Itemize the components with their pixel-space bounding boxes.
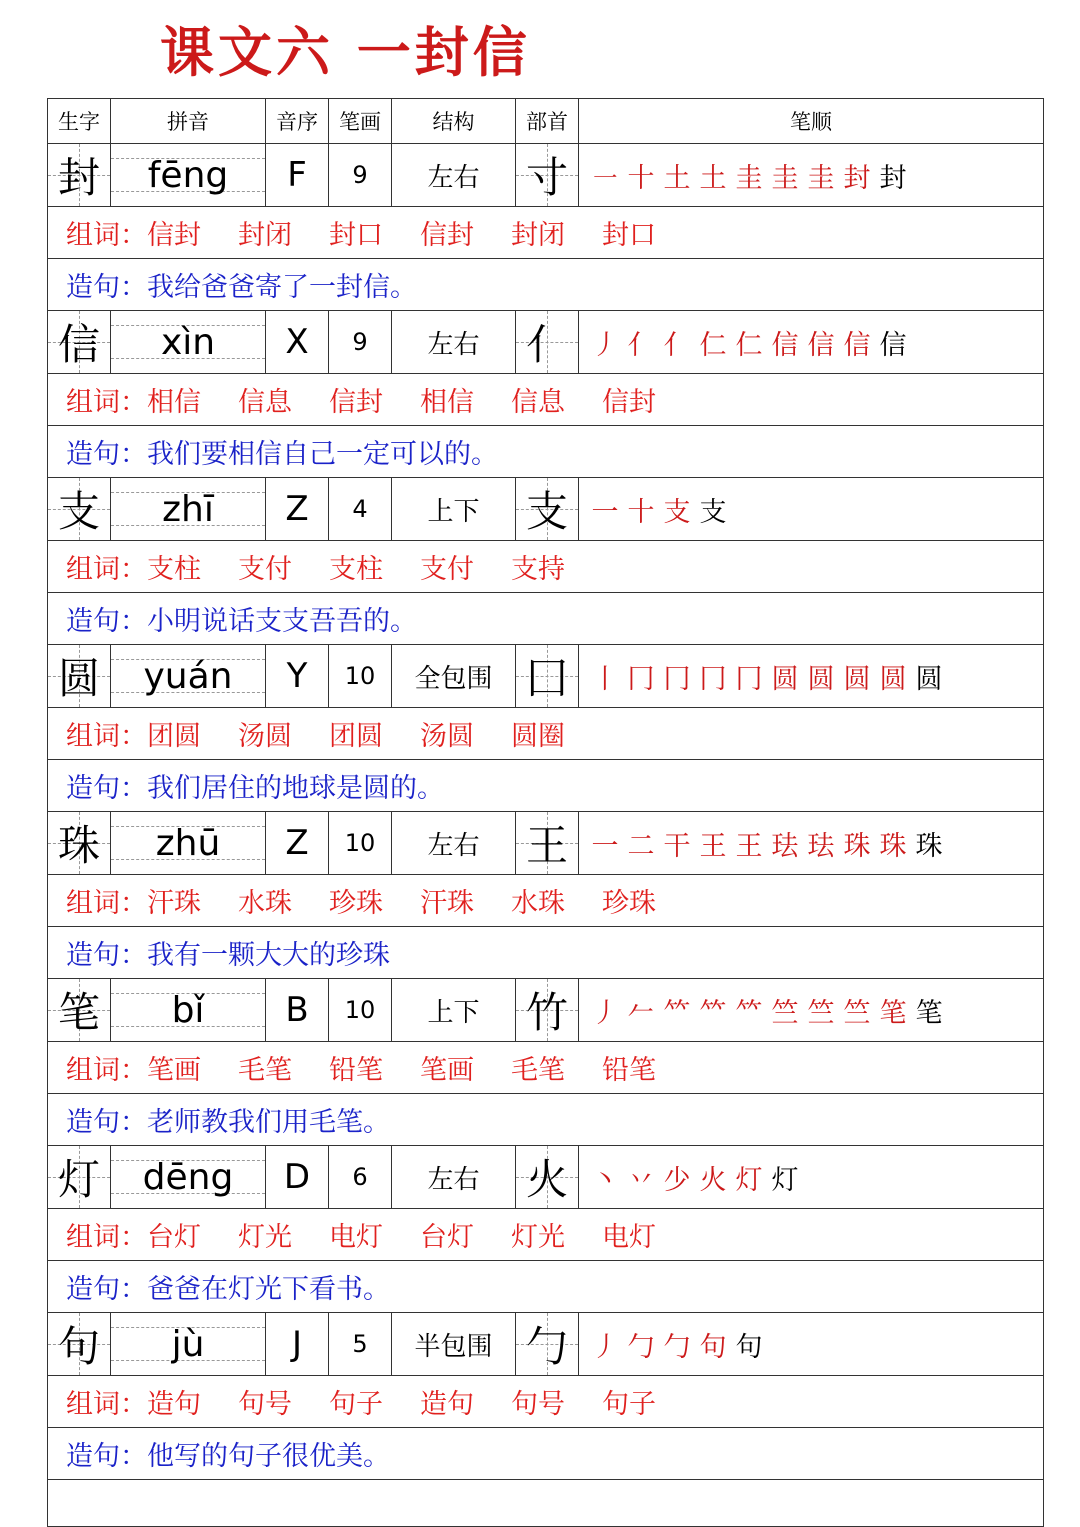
stroke-step: 笔 — [915, 997, 943, 1029]
sentence-row — [48, 593, 1043, 645]
sentence-prefix: 造句： — [66, 773, 147, 804]
word-item: 句号 — [238, 1389, 292, 1420]
stroke-step: 竺 — [843, 997, 871, 1029]
sentence-row — [48, 1428, 1043, 1480]
word-item: 相信 — [420, 387, 474, 418]
stroke-step: 冂 — [663, 663, 691, 695]
radical-cell — [516, 144, 579, 206]
word-item: 珍珠 — [602, 888, 656, 919]
char-text: 笔 — [57, 988, 100, 1037]
sentence-text: 小明说话支支吾吾的。 — [147, 606, 417, 637]
word-item: 句子 — [329, 1389, 383, 1420]
sentence-prefix: 造句： — [66, 1107, 147, 1138]
stroke-step: 珠 — [879, 830, 907, 862]
word-item: 灯光 — [511, 1222, 565, 1253]
structure-cell — [392, 1313, 516, 1375]
radical-cell — [516, 1313, 579, 1375]
stroke-step: 圭 — [735, 162, 763, 194]
stroke-step: 信 — [807, 329, 835, 361]
stroke-step: 王 — [735, 830, 763, 862]
structure-text: 左右 — [427, 1164, 480, 1195]
char-row — [48, 144, 1043, 207]
word-prefix: 组词： — [66, 721, 147, 752]
header-structure: 结构 — [392, 99, 516, 143]
pinyin-cell — [111, 1313, 266, 1375]
stroke-step: 丶 — [591, 1164, 619, 1196]
page-title: 课文六 一封信 — [160, 20, 531, 84]
initial-cell — [266, 979, 329, 1041]
stroke-order — [579, 812, 947, 874]
stroke-step: 十 — [627, 496, 655, 528]
stroke-step: 亻 — [627, 329, 655, 361]
stroke-step: 信 — [843, 329, 871, 361]
char-cell — [48, 478, 111, 540]
stroke-order-cell — [579, 1313, 1043, 1375]
stroke-step: 圆 — [807, 663, 835, 695]
word-prefix: 组词： — [66, 1389, 147, 1420]
sentence-text: 我们要相信自己一定可以的。 — [147, 439, 498, 470]
initial-cell — [266, 311, 329, 373]
stroke-step: 圭 — [807, 162, 835, 194]
structure-cell — [392, 1146, 516, 1208]
word-item: 水珠 — [511, 888, 565, 919]
char-row — [48, 1313, 1043, 1376]
word-item: 笔画 — [420, 1055, 474, 1086]
sentence-prefix: 造句： — [66, 1441, 147, 1472]
radical-text: 寸 — [525, 153, 568, 202]
header-strokes: 笔画 — [329, 99, 392, 143]
word-item: 信封 — [329, 387, 383, 418]
stroke-step: 冂 — [735, 663, 763, 695]
pinyin-cell — [111, 311, 266, 373]
structure-cell — [392, 311, 516, 373]
pinyin-text: zhū — [155, 822, 221, 864]
sentence-row — [48, 426, 1043, 478]
sentence-row — [48, 927, 1043, 979]
char-row — [48, 1146, 1043, 1209]
stroke-step: 少 — [663, 1164, 691, 1196]
char-text: 句 — [57, 1322, 100, 1371]
word-item: 信封 — [147, 220, 201, 251]
sentence-row — [48, 760, 1043, 812]
word-item: 电灯 — [329, 1222, 383, 1253]
radical-cell — [516, 979, 579, 1041]
header-radical: 部首 — [516, 99, 579, 143]
stroke-step: 𥫗 — [735, 997, 763, 1029]
stroke-order-cell — [579, 645, 1043, 707]
stroke-step: 封 — [879, 162, 907, 194]
sentence-row — [48, 1094, 1043, 1146]
word-row — [48, 1376, 1043, 1428]
stroke-order-cell — [579, 478, 1043, 540]
pinyin-text: yuán — [143, 655, 233, 697]
initial-cell — [266, 144, 329, 206]
word-row — [48, 374, 1043, 426]
word-item: 汤圆 — [238, 721, 292, 752]
char-cell — [48, 311, 111, 373]
sentence-text: 我给爸爸寄了一封信。 — [147, 272, 417, 303]
stroke-count-cell — [329, 1313, 392, 1375]
char-text: 珠 — [57, 821, 100, 870]
stroke-count-cell — [329, 478, 392, 540]
stroke-count-text: 5 — [352, 1330, 368, 1358]
initial-cell — [266, 645, 329, 707]
stroke-step: 丿 — [591, 997, 619, 1029]
initial-text: F — [287, 155, 307, 195]
word-prefix: 组词： — [66, 1055, 147, 1086]
char-text: 圆 — [57, 654, 100, 703]
word-prefix: 组词： — [66, 1222, 147, 1253]
stroke-step: 干 — [663, 830, 691, 862]
stroke-order — [579, 1146, 803, 1208]
sentence-text: 我们居住的地球是圆的。 — [147, 773, 444, 804]
sentence-prefix: 造句： — [66, 439, 147, 470]
word-item: 台灯 — [420, 1222, 474, 1253]
radical-text: 王 — [525, 821, 568, 870]
stroke-order — [579, 645, 947, 707]
stroke-order-cell — [579, 979, 1043, 1041]
pinyin-text: dēng — [142, 1156, 234, 1198]
stroke-step: 王 — [699, 830, 727, 862]
pinyin-cell — [111, 812, 266, 874]
stroke-step: 仁 — [735, 329, 763, 361]
structure-text: 左右 — [427, 162, 480, 193]
stroke-count-cell — [329, 979, 392, 1041]
word-item: 句子 — [602, 1389, 656, 1420]
stroke-step: 二 — [627, 830, 655, 862]
char-cell — [48, 1146, 111, 1208]
pinyin-cell — [111, 144, 266, 206]
stroke-step: 丨 — [591, 663, 619, 695]
sentence-prefix: 造句： — [66, 940, 147, 971]
stroke-step: 竺 — [771, 997, 799, 1029]
structure-text: 上下 — [427, 496, 480, 527]
sentence-text: 老师教我们用毛笔。 — [147, 1107, 390, 1138]
initial-text: Z — [285, 823, 309, 863]
stroke-step: 冂 — [699, 663, 727, 695]
radical-cell — [516, 478, 579, 540]
stroke-order — [579, 979, 947, 1041]
radical-cell — [516, 311, 579, 373]
word-item: 信封 — [602, 387, 656, 418]
char-text: 封 — [57, 153, 100, 202]
word-item: 支付 — [420, 554, 474, 585]
header-pinyin: 拼音 — [111, 99, 266, 143]
stroke-step: 仁 — [699, 329, 727, 361]
word-item: 圆圈 — [511, 721, 565, 752]
stroke-count-cell — [329, 645, 392, 707]
radical-cell — [516, 1146, 579, 1208]
word-item: 相信 — [147, 387, 201, 418]
pinyin-text: zhī — [162, 488, 214, 530]
stroke-count-cell — [329, 311, 392, 373]
stroke-order-cell — [579, 812, 1043, 874]
header-stroke-order: 笔顺 — [790, 110, 832, 134]
entry-list — [48, 144, 1043, 1480]
stroke-step: 𥫗 — [699, 997, 727, 1029]
structure-cell — [392, 979, 516, 1041]
stroke-order — [579, 311, 911, 373]
word-item: 封闭 — [238, 220, 292, 251]
stroke-step: 丿 — [591, 1331, 619, 1363]
stroke-step: 一 — [591, 830, 619, 862]
word-prefix: 组词： — [66, 554, 147, 585]
word-item: 水珠 — [238, 888, 292, 919]
table-header — [48, 98, 1043, 144]
word-item: 封闭 — [511, 220, 565, 251]
char-text: 支 — [57, 487, 100, 536]
initial-cell — [266, 1313, 329, 1375]
word-prefix: 组词： — [66, 387, 147, 418]
initial-cell — [266, 478, 329, 540]
radical-text: 支 — [525, 487, 568, 536]
word-row — [48, 207, 1043, 259]
word-item: 造句 — [147, 1389, 201, 1420]
word-item: 笔画 — [147, 1055, 201, 1086]
word-item: 团圆 — [147, 721, 201, 752]
structure-text: 左右 — [427, 329, 480, 360]
sentence-prefix: 造句： — [66, 1274, 147, 1305]
word-item: 毛笔 — [511, 1055, 565, 1086]
word-item: 电灯 — [602, 1222, 656, 1253]
initial-text: Y — [286, 656, 308, 696]
radical-text: 火 — [525, 1155, 568, 1204]
stroke-step: 圆 — [843, 663, 871, 695]
header-initial: 音序 — [266, 99, 329, 143]
word-item: 支柱 — [329, 554, 383, 585]
word-item: 信封 — [420, 220, 474, 251]
stroke-step: 土 — [663, 162, 691, 194]
word-item: 支柱 — [147, 554, 201, 585]
stroke-step: 火 — [699, 1164, 727, 1196]
initial-text: B — [285, 990, 309, 1030]
radical-cell — [516, 812, 579, 874]
radical-text: 囗 — [525, 654, 568, 703]
word-item: 信息 — [511, 387, 565, 418]
char-cell — [48, 979, 111, 1041]
radical-text: 竹 — [525, 988, 568, 1037]
pinyin-cell — [111, 645, 266, 707]
radical-text: 勹 — [525, 1322, 568, 1371]
stroke-order-cell — [579, 1146, 1043, 1208]
sentence-row — [48, 1261, 1043, 1313]
word-item: 珍珠 — [329, 888, 383, 919]
char-row — [48, 812, 1043, 875]
char-row — [48, 478, 1043, 541]
word-row — [48, 1042, 1043, 1094]
word-prefix: 组词： — [66, 220, 147, 251]
stroke-step: 土 — [699, 162, 727, 194]
stroke-step: 圆 — [771, 663, 799, 695]
stroke-count-text: 4 — [352, 495, 368, 523]
stroke-step: 封 — [843, 162, 871, 194]
sentence-text: 我有一颗大大的珍珠 — [147, 940, 390, 971]
stroke-step: 支 — [699, 496, 727, 528]
stroke-step: ㇐ — [591, 162, 619, 194]
stroke-step: 勹 — [627, 1331, 655, 1363]
stroke-step: 亻 — [663, 329, 691, 361]
initial-text: J — [291, 1324, 303, 1364]
structure-cell — [392, 812, 516, 874]
stroke-step: 𠂉 — [627, 997, 655, 1029]
char-row — [48, 311, 1043, 374]
stroke-count-cell — [329, 144, 392, 206]
stroke-order-cell — [579, 144, 1043, 206]
stroke-step: 句 — [699, 1331, 727, 1363]
stroke-step: 圆 — [915, 663, 943, 695]
word-prefix: 组词： — [66, 888, 147, 919]
header-char: 生字 — [48, 99, 111, 143]
stroke-step: 𥫗 — [663, 997, 691, 1029]
word-item: 句号 — [511, 1389, 565, 1420]
char-cell — [48, 1313, 111, 1375]
sentence-prefix: 造句： — [66, 606, 147, 637]
word-item: 台灯 — [147, 1222, 201, 1253]
stroke-step: 丷 — [627, 1164, 655, 1196]
word-item: 支持 — [511, 554, 565, 585]
char-row — [48, 645, 1043, 708]
pinyin-cell — [111, 478, 266, 540]
stroke-step: 灯 — [735, 1164, 763, 1196]
stroke-step: 圭 — [771, 162, 799, 194]
word-item: 封口 — [329, 220, 383, 251]
stroke-step: 珠 — [915, 830, 943, 862]
word-item: 信息 — [238, 387, 292, 418]
initial-cell — [266, 1146, 329, 1208]
char-row — [48, 979, 1043, 1042]
stroke-step: 竺 — [807, 997, 835, 1029]
char-cell — [48, 812, 111, 874]
pinyin-text: fēng — [147, 154, 229, 196]
word-item: 汗珠 — [147, 888, 201, 919]
stroke-count-cell — [329, 812, 392, 874]
stroke-order-cell — [579, 311, 1043, 373]
word-item: 铅笔 — [329, 1055, 383, 1086]
sentence-text: 爸爸在灯光下看书。 — [147, 1274, 390, 1305]
stroke-step: 句 — [735, 1331, 763, 1363]
stroke-step: 珐 — [807, 830, 835, 862]
initial-text: Z — [285, 489, 309, 529]
word-item: 灯光 — [238, 1222, 292, 1253]
word-row — [48, 541, 1043, 593]
pinyin-cell — [111, 1146, 266, 1208]
stroke-step: 十 — [627, 162, 655, 194]
stroke-order — [579, 144, 911, 206]
stroke-step: 珠 — [843, 830, 871, 862]
stroke-count-text: 6 — [352, 1163, 368, 1191]
char-cell — [48, 645, 111, 707]
stroke-order — [579, 1313, 767, 1375]
pinyin-text: bǐ — [171, 989, 205, 1031]
stroke-step: 珐 — [771, 830, 799, 862]
radical-cell — [516, 645, 579, 707]
stroke-step: 丿 — [591, 329, 619, 361]
structure-cell — [392, 645, 516, 707]
pinyin-text: xìn — [160, 321, 216, 363]
word-item: 毛笔 — [238, 1055, 292, 1086]
word-item: 造句 — [420, 1389, 474, 1420]
radical-text: 亻 — [525, 320, 568, 369]
sentence-row — [48, 259, 1043, 311]
structure-cell — [392, 478, 516, 540]
structure-text: 左右 — [427, 830, 480, 861]
stroke-step: 笔 — [879, 997, 907, 1029]
stroke-count-text: 10 — [344, 662, 376, 690]
char-text: 灯 — [57, 1155, 100, 1204]
word-item: 汗珠 — [420, 888, 474, 919]
stroke-step: 信 — [771, 329, 799, 361]
word-row — [48, 1209, 1043, 1261]
stroke-step: 灯 — [771, 1164, 799, 1196]
word-item: 铅笔 — [602, 1055, 656, 1086]
word-item: 支付 — [238, 554, 292, 585]
initial-text: X — [285, 322, 309, 362]
word-row — [48, 708, 1043, 760]
pinyin-text: jù — [171, 1323, 205, 1365]
stroke-count-text: 10 — [344, 829, 376, 857]
stroke-count-text: 9 — [352, 328, 368, 356]
char-text: 信 — [57, 320, 100, 369]
stroke-count-text: 9 — [352, 161, 368, 189]
word-item: 团圆 — [329, 721, 383, 752]
word-row — [48, 875, 1043, 927]
stroke-step: 圆 — [879, 663, 907, 695]
word-item: 汤圆 — [420, 721, 474, 752]
sentence-text: 他写的句子很优美。 — [147, 1441, 390, 1472]
stroke-step: 一 — [591, 496, 619, 528]
structure-text: 全包围 — [414, 663, 493, 694]
char-cell — [48, 144, 111, 206]
structure-text: 上下 — [427, 997, 480, 1028]
stroke-count-cell — [329, 1146, 392, 1208]
word-item: 封口 — [602, 220, 656, 251]
structure-text: 半包围 — [414, 1331, 493, 1362]
stroke-step: 冂 — [627, 663, 655, 695]
stroke-count-text: 10 — [344, 996, 376, 1024]
pinyin-cell — [111, 979, 266, 1041]
stroke-step: 信 — [879, 329, 907, 361]
initial-text: D — [283, 1157, 311, 1197]
structure-cell — [392, 144, 516, 206]
stroke-order — [579, 478, 731, 540]
initial-cell — [266, 812, 329, 874]
stroke-step: 支 — [663, 496, 691, 528]
character-table — [47, 98, 1044, 1527]
sentence-prefix: 造句： — [66, 272, 147, 303]
empty-row — [48, 1480, 1043, 1527]
stroke-step: 勹 — [663, 1331, 691, 1363]
